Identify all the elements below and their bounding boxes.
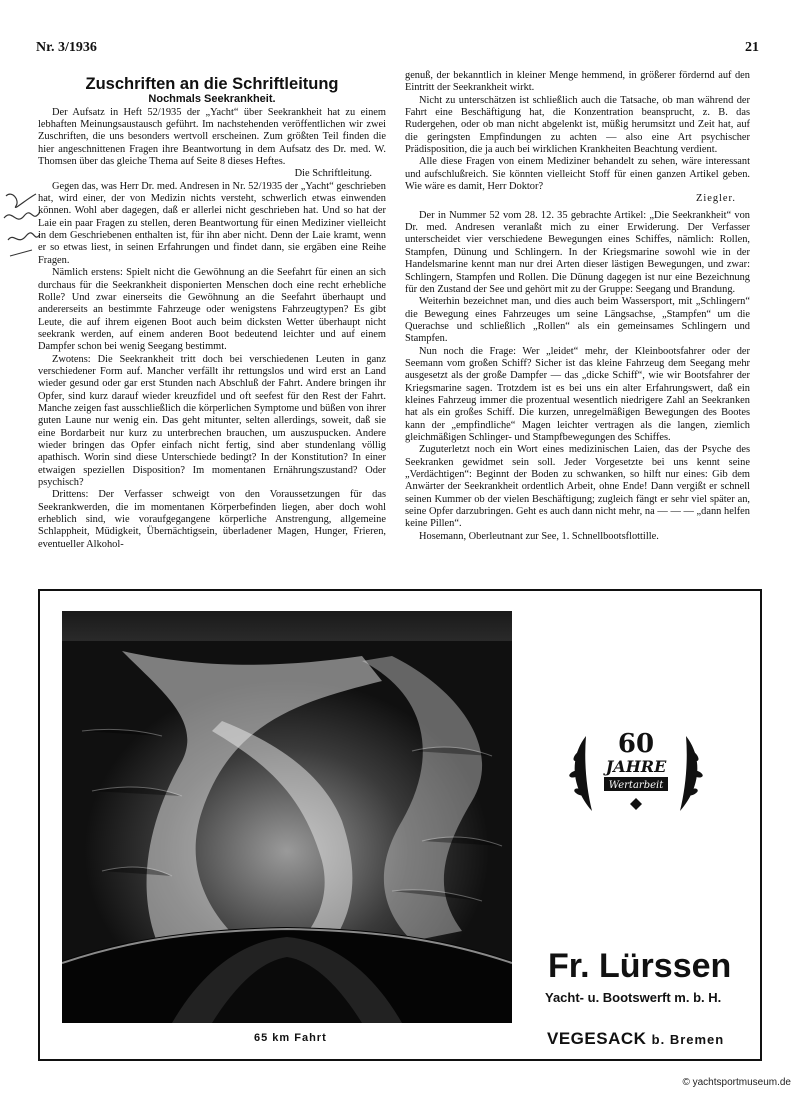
issue-number: Nr. 3/1936: [36, 40, 97, 55]
company-name: Fr. Lürssen: [548, 947, 732, 985]
anniversary-seal: [556, 716, 716, 826]
article-left-column: [38, 70, 386, 551]
speedboat-photo: [62, 611, 512, 1023]
watermark: © yachtsportmuseum.de: [682, 1077, 791, 1088]
seal-word: JAHRE: [605, 757, 667, 776]
city-suffix: b. Bremen: [651, 1032, 725, 1047]
letter-paragraph: Nämlich erstens: Spielt nicht die Gewöhnung an die Seefahrt für einen an sich durchaus für die Seekrankheit disponierten Menschen doch eine recht erhebliche Rolle? Und zwar einerseits die Gewöhnung an die Seefahrt überhaupt und andererseits an bestimmte Fahrzeuge oder wenigstens Fahrzeugtypen? Es gibt Leute, die auf ihrem eigenen Boot auch beim dicksten Wetter überhaupt nicht seekrank werden, auf einem anderen Boot bedeutend leichter und auf einem Dampfer schon bei wenig Seegang bestimmt.: [38, 267, 386, 353]
company-location: [547, 1029, 724, 1049]
editor-signature: Die Schriftleitung.: [294, 168, 372, 180]
advertisement: [38, 589, 762, 1061]
letter-paragraph: Alle diese Fragen von einem Mediziner behandelt zu sehen, wäre interessant und aufschlußreich. Sie könnten vielleicht Stoff für einen ganzen Artikel geben. Wie wäre es damit, Herr Doktor?: [405, 156, 750, 193]
seal-tagline: Wertarbeit: [608, 780, 664, 791]
article-subtitle: Nochmals Seekrankheit.: [148, 93, 276, 106]
letter-paragraph: Der in Nummer 52 vom 28. 12. 35 gebrachte Artikel: „Die Seekrankheit“ von Dr. med. Andresen veranlaßt mich zu einer Erwiderung. Der Verfasser unterscheidet vier verschiedene Bewegungen eines Schiffes, nämlich: Rollen, Stampfen, Dünung und Schlingern. In der Kriegsmarine sowohl wie in der Handelsmarine kennt man nur drei Arten dieser lästigen Bewegungen, und zwar: Schlingern, Stampfen und Rollen. Die Dünung dagegen ist nur eine Bezeichnung für den Zustand der See und gehört mit zu der Gruppe: Seegang und Brandung.: [405, 209, 750, 295]
letter-paragraph: Zwotens: Die Seekrankheit tritt doch bei verschiedenen Leuten in ganz verschiedener Form auf. Mancher verfällt ihr rettungslos und wird erst an Land wieder gesund oder gar erst Stunden nach Abschluß der Fahrt. Andere bringen ihr Opfer, sind kurz darauf wieder kreuzfidel und oft seefest für den Rest der Fahrt. Manche zeigen fast ausschließlich die körperlichen Symptome und büßen von ihrer guten Laune nur wenig ein. Das geht mitunter, selten allerdings, soweit, daß sie eine Bordarbeit nur kurz zu unterbrechen brauchen, um auszuspucken. Andere wieder bringen das Opfer einfach nicht fertig, sind aber stundenlang völlig apathisch. Worin sind diese Unterschiede bedingt? In der Konstitution? In einer etwaigen speziellen Disposition? Im momentanen Ernährungszustand? Oder psychisch?: [38, 353, 386, 488]
seal-number: 60: [617, 729, 655, 759]
letter-paragraph: Nicht zu unterschätzen ist schließlich auch die Tatsache, ob man während der Fahrt eine Beschäftigung hat, die Konzentration beansprucht, z. B. das Rudergehen, oder ob man nicht abgelenkt ist, müßig herumsitzt und Zeit hat, auf die geringsten Empfindungen zu achten — also eine Art psychischer Prädisposition, die ja auch bei wirklichen Krankheiten Beachtung verdient.: [405, 94, 750, 156]
city-name: VEGESACK: [547, 1029, 647, 1048]
letter-signature: Ziegler.: [695, 193, 736, 205]
photo-caption: 65 km Fahrt: [254, 1032, 327, 1044]
letter-signature: Hosemann, Oberleutnant zur See, 1. Schnellbootsflottille.: [419, 530, 659, 542]
letter-paragraph: Zuguterletzt noch ein Wort eines medizinischen Laien, das der Psyche des Seekranken gewidmet sein soll. Jeder Vorgesetzte bei uns kennt seine „Verdächtigen“: Beginnt der Boden zu schwanken, so hilft nur eines: Gib dem Anwärter der Seekrankheit ordentlich Arbeit, ohne Ende! Dann vergißt er schnell seinen Kummer ob der vielen Beschäftigung; zugleich fängt er sehr viel später an, seine Opfer darzubringen. Geht es auch dann nicht mehr, na — — — „dann helfen keine Pillen“.: [405, 444, 750, 530]
editor-intro: Der Aufsatz in Heft 52/1935 der „Yacht“ über Seekrankheit hat zu einem lebhaften Meinungsaustausch geführt. Im nachstehenden veröffentlichen wir zwei Zuschriften, die uns besonders wertvoll erscheinen. Zum größten Teil finden die hier angeschnittenen Fragen ihre Beantwortung in dem Aufsatz des Dr. med. W. Thomsen über das gleiche Thema auf Seite 8 dieses Heftes.: [38, 106, 386, 168]
letter-paragraph: Gegen das, was Herr Dr. med. Andresen in Nr. 52/1935 der „Yacht“ geschrieben hat, wird einer, der von Medizin nichts versteht, schwerlich etwas einwenden können. Wohl aber dagegen, daß er allerlei nicht geschrieben hat. Und so hat der Laie ein paar Fragen zu stellen, deren Beantwortung für einen Mediziner vielleicht in dem Geschriebenen enthalten ist, für ihn aber nicht. Denn der Laie kramt, wenn er so etwas liest, in seinen Erfahrungen und findet dann, sie ergäben eine Reihe Fragen.: [38, 180, 386, 266]
article-title: Zuschriften an die Schriftleitung: [85, 75, 339, 93]
page-number: 21: [745, 40, 759, 55]
letter-paragraph: Nun noch die Frage: Wer „leidet“ mehr, der Kleinbootsfahrer oder der Seemann vom großen Schiff? Sicher ist das kleine Fahrzeug dem Seegang mehr ausgesetzt als der große Dampfer — das „dicke Schiff“, wie wir Bootsfahrer der Kriegsmarine sagen. Trotzdem ist es bei uns ein alter Erfahrungswert, daß ein kleines Fahrzeug immer die prozentual wesentlich niedrigere Zahl an Seekranken hat als ein großes Schiff. Die kurzen, unregelmäßigen Bewegungen des Bootes kann der „empfindliche“ Magen leichter vertragen als die langen, ziemlich gleichmäßigen Schlinger- und Stampfbewegungen des Schiffes.: [405, 345, 750, 443]
letter-paragraph: Weiterhin bezeichnet man, und dies auch beim Wassersport, mit „Schlingern“ die Bewegung eines Fahrzeuges um seine Längsachse, „Stampfen“ um die Querachse und schließlich „Rollen“ als ein gemeinsames Schlingern und Stampfen.: [405, 296, 750, 345]
letter-paragraph: Drittens: Der Verfasser schweigt von den Voraussetzungen für das Seekrankwerden, die im momentanen Körperbefinden liegen, aber doch wohl erheblich sind, wie voraufgegangene körperliche Anstrengung, allgemeine Schlappheit, Müdigkeit, Übernächtigsein, überladener Magen, Hunger, Frieren, eventueller Alkohol-: [38, 489, 386, 550]
company-subtitle: Yacht- u. Bootswerft m. b. H.: [545, 990, 722, 1005]
article-right-column: [405, 70, 750, 543]
handwritten-margin-note: [2, 186, 42, 266]
letter-paragraph: genuß, der bekanntlich in kleiner Menge hemmend, in größerer fördernd auf den Eintritt der Seekrankheit wirkt.: [405, 70, 750, 94]
